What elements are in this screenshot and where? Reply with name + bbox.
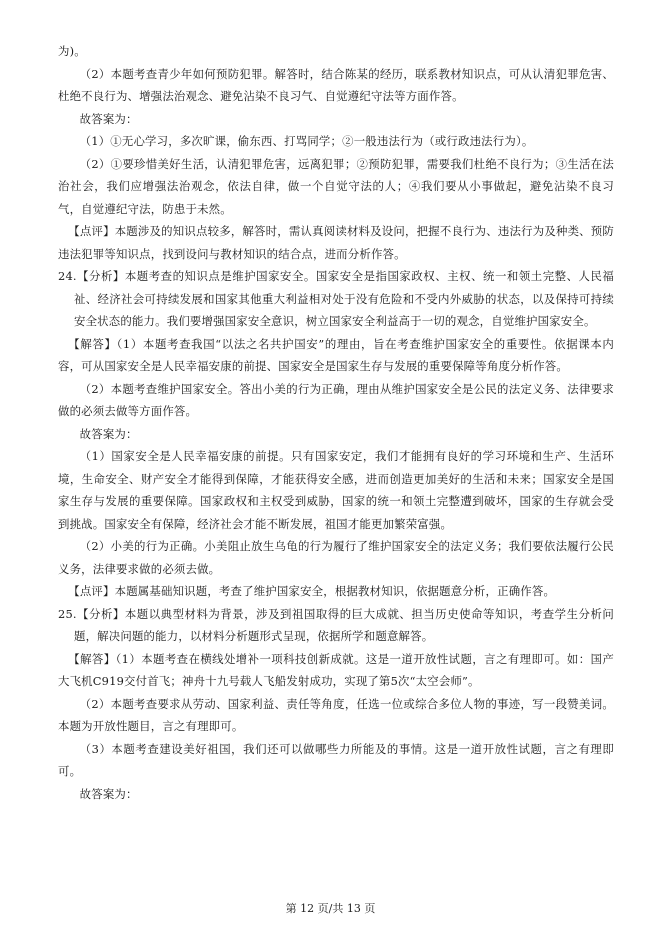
text-line: 故答案为： [79,111,138,126]
text-line: （2）本题考查青少年如何预防犯罪。解答时，结合陈某的经历，联系教材知识点，可从认清犯罪危害、杜绝不良行为、增强法治观念、避免沾染不良习气、自觉遵纪守法等方面作答。 [58,66,614,103]
text-line: （2）本题考查要求从劳动、国家利益、责任等角度，任选一位或综合多位人物的事迹，写一段赞美词。本题为开放性题目，言之有理即可。 [58,696,614,733]
text-line: （3）本题考查建设美好祖国，我们还可以做哪些力所能及的事情。这是一道开放性试题，言之有理即可。 [58,741,614,778]
text-line: （1）国家安全是人民幸福安康的前提。只有国家安定，我们才能拥有良好的学习环境和生产、生活环境，生命安全、财产安全才能得到保障，才能获得安全感，进而创造更加美好的生活和未来；国家安全是国家生存与发展的重要保障。国家政权和主权受到威胁，国家的统一和领土完整遭到破坏，国家的生存就会受到挑战。国家安全有保障，经济社会才能不断发展，祖国才能更加繁荣富强。 [58,449,614,531]
text-line: 【解答】（1）本题考查在横线处增补一项科技创新成就。这是一道开放性试题，言之有理即可。如：国产大飞机C919交付首飞；神舟十九号载人飞船发射成功，实现了第5次“太空会师”。 [58,651,614,688]
text-line: （2）小美的行为正确。小美阻止放生乌龟的行为履行了维护国家安全的法定义务；我们要依法履行公民义务，法律要求做的必须去做。 [58,539,614,576]
text-line: 为)。 [58,44,86,58]
text-line: 【解答】（1）本题考查我国“以法之名共护国安”的理由，旨在考查维护国家安全的重要性。依据课本内容，可从国家安全是人民幸福安康的前提、国家安全是国家生存与发展的重要保障等角度分析作答。 [58,336,614,373]
text-line: 【点评】本题涉及的知识点较多，解答时，需认真阅读材料及设问，把握不良行为、违法行为及种类、预防违法犯罪等知识点，找到设问与教材知识的结合点，进而分析作答。 [58,224,614,261]
text-line: （2）本题考查维护国家安全。答出小美的行为正确，理由从维护国家安全是公民的法定义务、法律要求做的必须去做等方面作答。 [58,381,614,418]
text-line: 24.【分析】本题考查的知识点是维护国家安全。国家安全是指国家政权、主权、统一和领土完整、人民福祉、经济社会可持续发展和国家其他重大利益相对处于没有危险和不受内外威胁的状态，以及保持可持续安全状态的能力。我们要增强国家安全意识，树立国家安全利益高于一切的观念，自觉维护国家安全。 [58,269,614,328]
text-line: 故答案为： [79,426,138,441]
answer-content [58,40,614,805]
text-line: 25.【分析】本题以典型材料为背景，涉及到祖国取得的巨大成就、担当历史使命等知识，考查学生分析问题，解决问题的能力，以材料分析题形式呈现，依据所学和题意解答。 [58,606,614,643]
text-line: 【点评】本题属基础知识题，考查了维护国家安全，根据教材知识，依据题意分析，正确作答。 [68,584,556,598]
text-line: 故答案为： [79,786,138,801]
text-line: （1）①无心学习，多次旷课，偷东西、打骂同学；②一般违法行为（或行政违法行为）。 [79,134,534,148]
page-footer: 第 12 页/共 13 页 [285,902,376,915]
text-line: （2）①要珍惜美好生活，认清犯罪危害，远离犯罪；②预防犯罪，需要我们杜绝不良行为；③生活在法治社会，我们应增强法治观念，依法自律，做一个自觉守法的人；④我们要从小事做起，避免沾染不良习气，自觉遵纪守法，防患于未然。 [58,156,614,216]
